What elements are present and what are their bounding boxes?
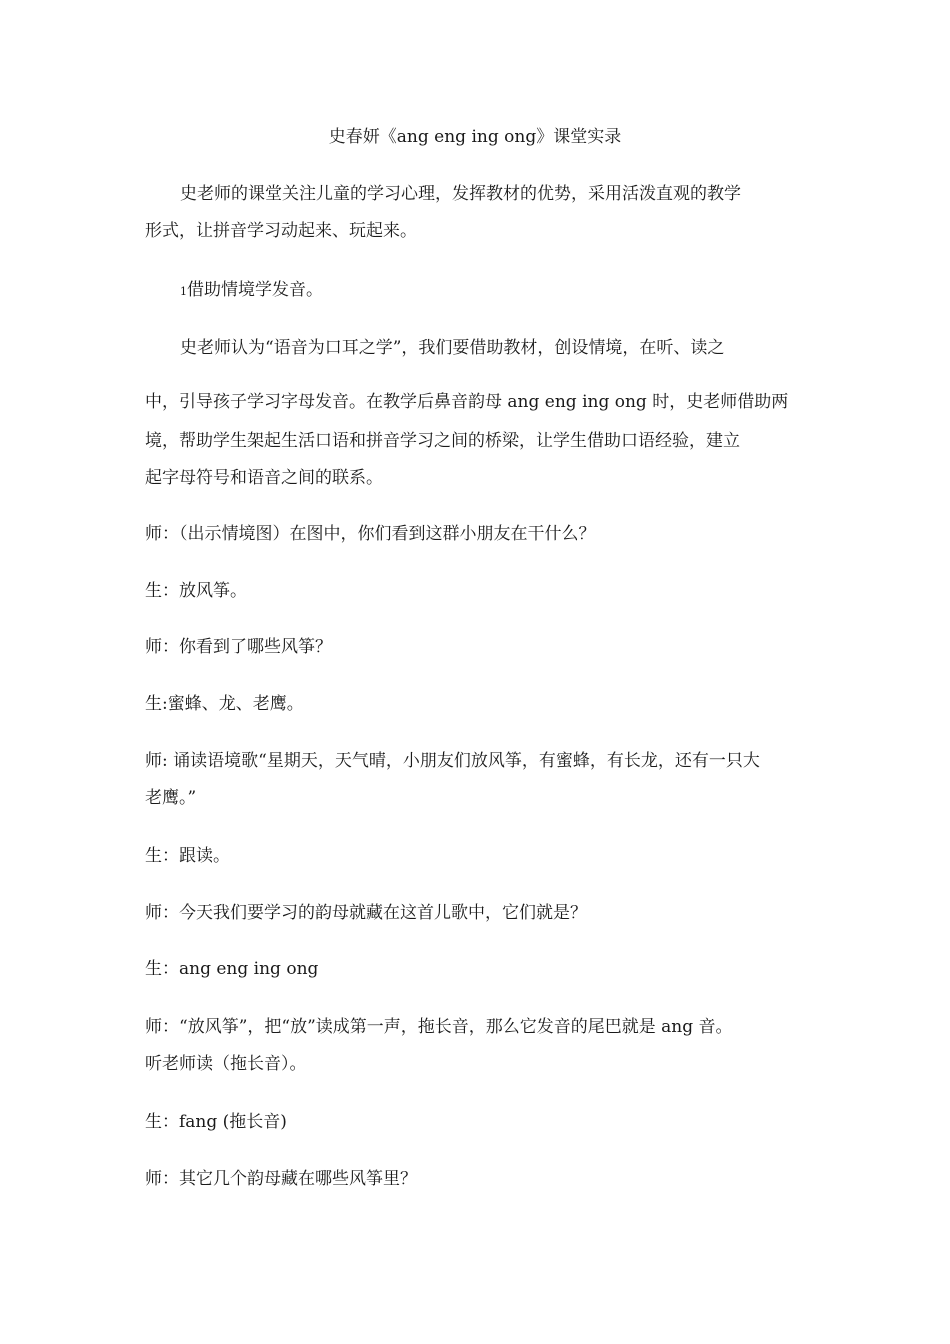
paragraph-2-line-1: 史老师认为“语音为口耳之学”，我们要借助教材，创设情境，在听、读之: [180, 338, 725, 358]
section-heading: [180, 272, 845, 310]
dialogue-line: 听老师读（拖长音）。: [145, 1054, 307, 1074]
intro-paragraph-line-2: 形式，让拼音学习动起来、玩起来。: [145, 221, 417, 241]
dialogue-line: 生：放风筝。: [145, 581, 247, 601]
dialogue-line: 师：其它几个韵母藏在哪些风筝里？: [145, 1169, 417, 1189]
dialogue-line: 老鹰。”: [145, 788, 197, 808]
section-number: 1: [180, 285, 187, 298]
dialogue-line: 师：你看到了哪些风筝？: [145, 637, 332, 657]
document-title: 史春妍《ang eng ing ong》课堂实录: [328, 127, 622, 147]
dialogue-line: 师: 诵读语境歌“星期天，天气晴，小朋友们放风筝，有蜜蜂，有长龙，还有一只大: [145, 751, 760, 771]
dialogue-line: 生：fang (拖长音): [145, 1112, 287, 1132]
dialogue-line: 生：跟读。: [145, 846, 230, 866]
paragraph-2-line-3: 境，帮助学生架起生活口语和拼音学习之间的桥梁，让学生借助口语经验，建立: [145, 431, 740, 451]
paragraph-2-line-2: 中，引导孩子学习字母发音。在教学后鼻音韵母 ang eng ing ong 时，史老师借助两: [145, 392, 789, 412]
dialogue-line: 师：今天我们要学习的韵母就藏在这首儿歌中，它们就是？: [145, 903, 587, 923]
section-heading-text: 借助情境学发音。: [187, 280, 323, 300]
dialogue-line: 师：（出示情境图）在图中，你们看到这群小朋友在干什么？: [145, 524, 596, 544]
intro-paragraph-line-1: 史老师的课堂关注儿童的学习心理，发挥教材的优势，采用活泼直观的教学: [180, 184, 741, 204]
paragraph-2-line-4: 起字母符号和语音之间的联系。: [145, 468, 383, 488]
dialogue-line: 生:蜜蜂、龙、老鹰。: [145, 694, 304, 714]
dialogue-line: 师：“放风筝”，把“放”读成第一声，拖长音，那么它发音的尾巴就是 ang 音。: [145, 1017, 733, 1037]
dialogue-line: 生：ang eng ing ong: [145, 959, 319, 979]
